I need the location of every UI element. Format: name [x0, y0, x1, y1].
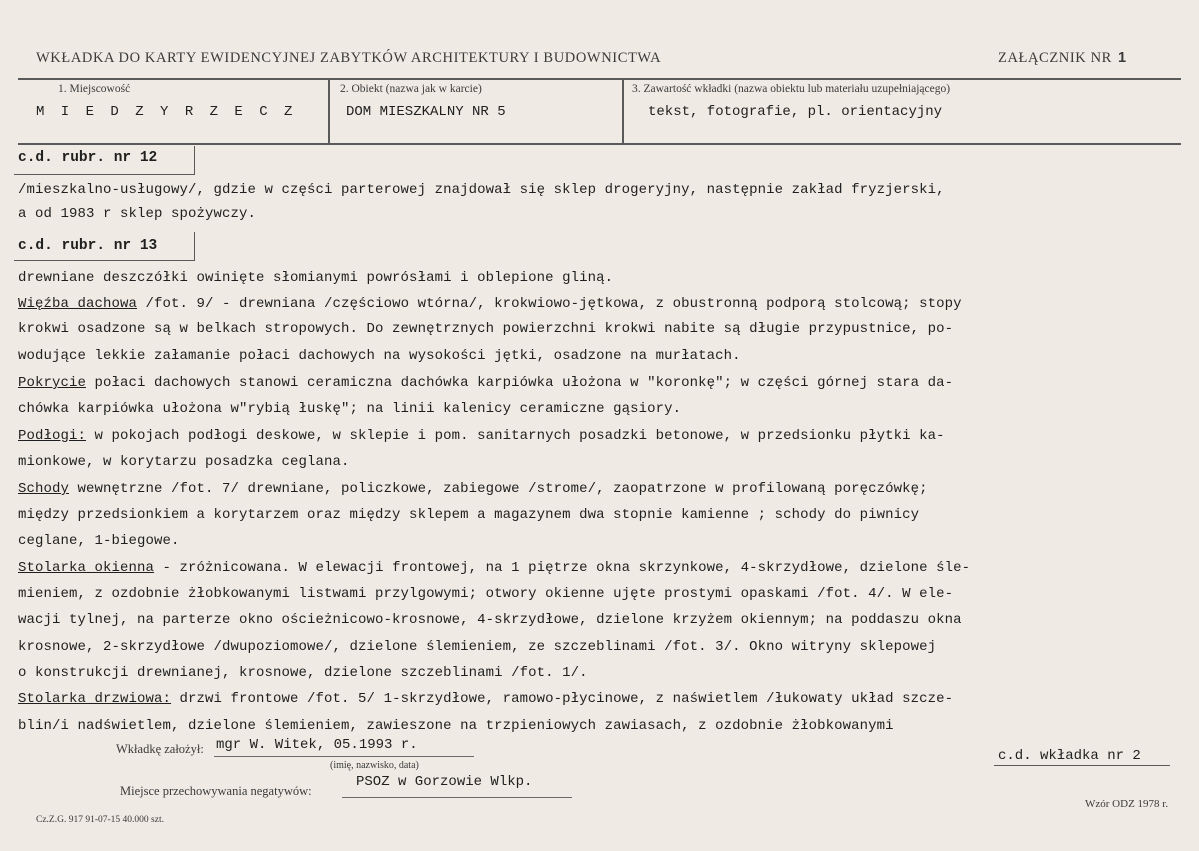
- author-value: mgr W. Witek, 05.1993 r.: [216, 737, 418, 753]
- body-line: chówka karpiówka ułożona w"rybią łuskę"; na linii kalenicy ceramiczne gąsiory.: [18, 401, 682, 417]
- pokrycie-term: Pokrycie: [18, 375, 87, 391]
- schody-text: wewnętrzne /fot. 7/ drewniane, policzkowe, zabiegowe /strome/, zaopatrzone w profilowaną poręczówkę;: [69, 481, 928, 497]
- body-line: drewniane deszczółki owinięte słomianymi powrósłami i oblepione gliną.: [18, 270, 614, 286]
- drzwiowa-term: Stolarka drzwiowa:: [18, 691, 172, 707]
- section1-heading: c.d. rubr. nr 12: [18, 150, 158, 166]
- form-title: WKŁADKA DO KARTY EWIDENCYJNEJ ZABYTKÓW ARCHITEKTURY I BUDOWNICTWA: [36, 50, 662, 66]
- wiezba-paragraph: [18, 296, 962, 312]
- podlogi-text: w pokojach podłogi deskowe, w sklepie i pom. sanitarnych posadzki betonowe, w przedsionku płytki ka-: [86, 428, 945, 444]
- section2-heading: c.d. rubr. nr 13: [18, 238, 158, 254]
- storage-value: PSOZ w Gorzowie Wlkp.: [356, 774, 533, 790]
- podlogi-term: Podłogi:: [18, 428, 87, 444]
- okienna-paragraph: [18, 560, 970, 576]
- locality-label: 1. Miejscowość: [58, 83, 131, 95]
- schody-paragraph: [18, 481, 928, 497]
- body-line: wacji tylnej, na parterze okno ościeżnicowo-krosnowe, 4-skrzydłowe, dzielone krzyżem okiennym; na poddaszu okna: [18, 612, 962, 628]
- schody-term: Schody: [18, 481, 70, 497]
- header-top-rule: [18, 78, 1181, 80]
- body-line: ceglane, 1-biegowe.: [18, 533, 180, 549]
- section1-line-1: /mieszkalno-usługowy/, gdzie w części parterowej znajdował się sklep drogeryjny, następnie zakład fryzjerski,: [18, 182, 945, 198]
- body-line: mieniem, z ozdobnie żłobkowanymi listwami przylgowymi; otwory okienne ujęte prostymi opaskami /fot. 4/. W ele-: [18, 586, 954, 602]
- okienna-term: Stolarka okienna: [18, 560, 155, 576]
- print-info: Cz.Z.G. 917 91-07-15 40.000 szt.: [36, 815, 164, 825]
- header-divider-1: [328, 78, 330, 144]
- form-model: Wzór ODZ 1978 r.: [1085, 798, 1169, 810]
- body-line: krosnowe, 2-skrzydłowe /dwupoziomowe/, dzielone ślemieniem, ze szczeblinami /fot. 3/. Okno witryny sklepowej: [18, 639, 937, 655]
- attachment-label-text: ZAŁĄCZNIK NR: [998, 50, 1112, 66]
- author-underline: [214, 756, 474, 757]
- wiezba-term: Więźba dachowa: [18, 296, 138, 312]
- pokrycie-text: połaci dachowych stanowi ceramiczna dachówka karpiówka ułożona w "koronkę"; w części górnej stara da-: [86, 375, 954, 391]
- storage-label: Miejsce przechowywania negatywów:: [120, 784, 312, 798]
- storage-underline: [342, 797, 572, 798]
- header-divider-2: [622, 78, 624, 144]
- section1-line-2: a od 1983 r sklep spożywczy.: [18, 206, 257, 222]
- body-line: o konstrukcji drewnianej, krosnowe, dzielone szczeblinami /fot. 1/.: [18, 665, 588, 681]
- continued-underline: [994, 765, 1170, 766]
- content-label: 3. Zawartość wkładki (nazwa obiektu lub materiału uzupełniającego): [632, 83, 951, 95]
- body-line: blin/i nadświetlem, dzielone ślemieniem, zawieszone na trzpieniowych zawiasach, z ozdobnie żłobkowanymi: [18, 718, 894, 734]
- attachment-number: 1: [1117, 50, 1127, 66]
- object-value: DOM MIESZKALNY NR 5: [346, 104, 506, 120]
- okienna-text: - zróżnicowana. W elewacji frontowej, na 1 piętrze okna skrzynkowe, 4-skrzydłowe, dzielone śle-: [154, 560, 971, 576]
- pokrycie-paragraph: [18, 375, 953, 391]
- podlogi-paragraph: [18, 428, 945, 444]
- content-value: tekst, fotografie, pl. orientacyjny: [648, 104, 943, 120]
- body-line: wodujące lekkie załamanie połaci dachowych na wysokości jętki, osadzone na murłatach.: [18, 348, 741, 364]
- header-bottom-rule: [18, 143, 1181, 145]
- body-line: krokwi osadzone są w belkach stropowych. Do zewnętrznych powierzchni krokwi nabite są długie przypustnice, po-: [18, 321, 954, 337]
- locality-value: M I E D Z Y R Z E C Z: [36, 104, 297, 120]
- drzwiowa-text: drzwi frontowe /fot. 5/ 1-skrzydłowe, ramowo-płycinowe, z naświetlem /łukowaty układ szcze-: [171, 691, 954, 707]
- wiezba-text: /fot. 9/ - drewniana /częściowo wtórna/, krokwiowo-jętkowa, z obustronną podporą stolcową; stopy: [137, 296, 962, 312]
- body-line: mionkowe, w korytarzu posadzka ceglana.: [18, 454, 350, 470]
- body-line: między przedsionkiem a korytarzem oraz między sklepem a magazynem dwa stopnie kamienne ; schody do piwnicy: [18, 507, 920, 523]
- drzwiowa-paragraph: [18, 691, 953, 707]
- attachment-label: [998, 50, 1127, 67]
- continued-note: c.d. wkładka nr 2: [998, 748, 1141, 764]
- object-label: 2. Obiekt (nazwa jak w karcie): [340, 83, 482, 95]
- author-hint: (imię, nazwisko, data): [330, 760, 419, 771]
- author-label: Wkładkę założył:: [116, 742, 204, 756]
